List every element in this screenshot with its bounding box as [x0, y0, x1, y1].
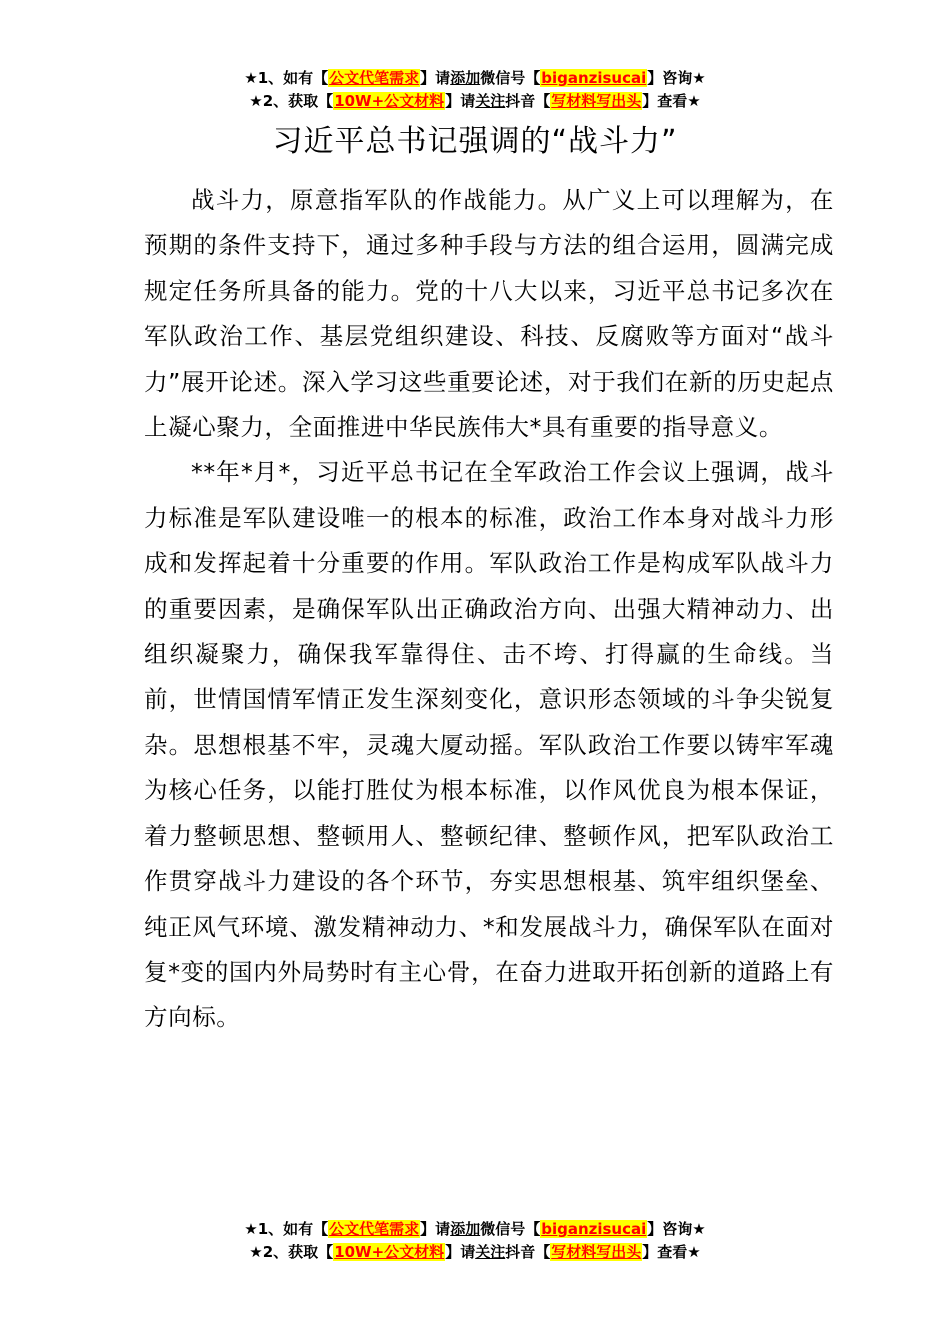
banner-text: 关注 [475, 92, 506, 110]
banner-text: 关注 [475, 1243, 506, 1261]
banner-text: 抖音【 [505, 1243, 551, 1261]
douyin-account: 写材料写出头 [551, 1243, 642, 1261]
banner-text: 】查看★ [642, 1243, 701, 1261]
banner-text: 】咨询★ [647, 1220, 706, 1238]
banner-text: 】请 [445, 1243, 476, 1261]
banner-line-2 [0, 1241, 950, 1264]
banner-line-1 [0, 67, 950, 90]
banner-text: 】查看★ [642, 92, 701, 110]
highlight-materials: 10W+公文材料 [334, 92, 445, 110]
douyin-account: 写材料写出头 [551, 92, 642, 110]
banner-text: 微信号【 [480, 69, 541, 87]
document-title: 习近平总书记强调的“战斗力” [272, 124, 678, 159]
highlight-service: 公文代笔需求 [329, 69, 420, 87]
highlight-service: 公文代笔需求 [329, 1220, 420, 1238]
bottom-banner [0, 1218, 950, 1264]
banner-text: 添加 [450, 1220, 481, 1238]
banner-text: 抖音【 [505, 92, 551, 110]
wechat-id: biganzisucai [541, 69, 647, 87]
banner-text: ★2、获取【 [249, 1243, 334, 1261]
banner-text: ★2、获取【 [249, 92, 334, 110]
banner-text: 微信号【 [480, 1220, 541, 1238]
wechat-id: biganzisucai [541, 1220, 647, 1238]
paragraph: 战斗力，原意指军队的作战能力。从广义上可以理解为，在预期的条件支持下，通过多种手段与方法的组合运用，圆满完成规定任务所具备的能力。党的十八大以来，习近平总书记多次在军队政治工作、基层党组织建设、科技、反腐败等方面对“战斗力”展开论述。深入学习这些重要论述，对于我们在新的历史起点上凝心聚力，全面推进中华民族伟大*具有重要的指导意义。 [144, 186, 834, 442]
banner-text: 】请 [420, 69, 451, 87]
highlight-materials: 10W+公文材料 [334, 1243, 445, 1261]
paragraph: **年*月*，习近平总书记在全军政治工作会议上强调，战斗力标准是军队建设唯一的根本的标准，政治工作本身对战斗力形成和发挥起着十分重要的作用。军队政治工作是构成军队战斗力的重要因素，是确保军队出正确政治方向、出强大精神动力、出组织凝聚力，确保我军靠得住、击不垮、打得赢的生命线。当前，世情国情军情正发生深刻变化，意识形态领域的斗争尖锐复杂。思想根基不牢，灵魂大厦动摇。军队政治工作要以铸牢军魂为核心任务，以能打胜仗为根本标准，以作风优良为根本保证，着力整顿思想、整顿用人、整顿纪律、整顿作风，把军队政治工作贯穿战斗力建设的各个环节，夯实思想根基、筑牢组织堡垒、纯正风气环境、激发精神动力、*和发展战斗力，确保军队在面对复*变的国内外局势时有主心骨，在奋力进取开拓创新的道路上有方向标。 [144, 458, 834, 1032]
banner-line-1 [0, 1218, 950, 1241]
top-banner [0, 67, 950, 113]
banner-text: ★1、如有【 [244, 69, 329, 87]
banner-text: 】请 [445, 92, 476, 110]
document-body [144, 178, 834, 1041]
banner-line-2 [0, 90, 950, 113]
banner-text: ★1、如有【 [244, 1220, 329, 1238]
banner-text: 】咨询★ [647, 69, 706, 87]
banner-text: 】请 [420, 1220, 451, 1238]
banner-text: 添加 [450, 69, 481, 87]
